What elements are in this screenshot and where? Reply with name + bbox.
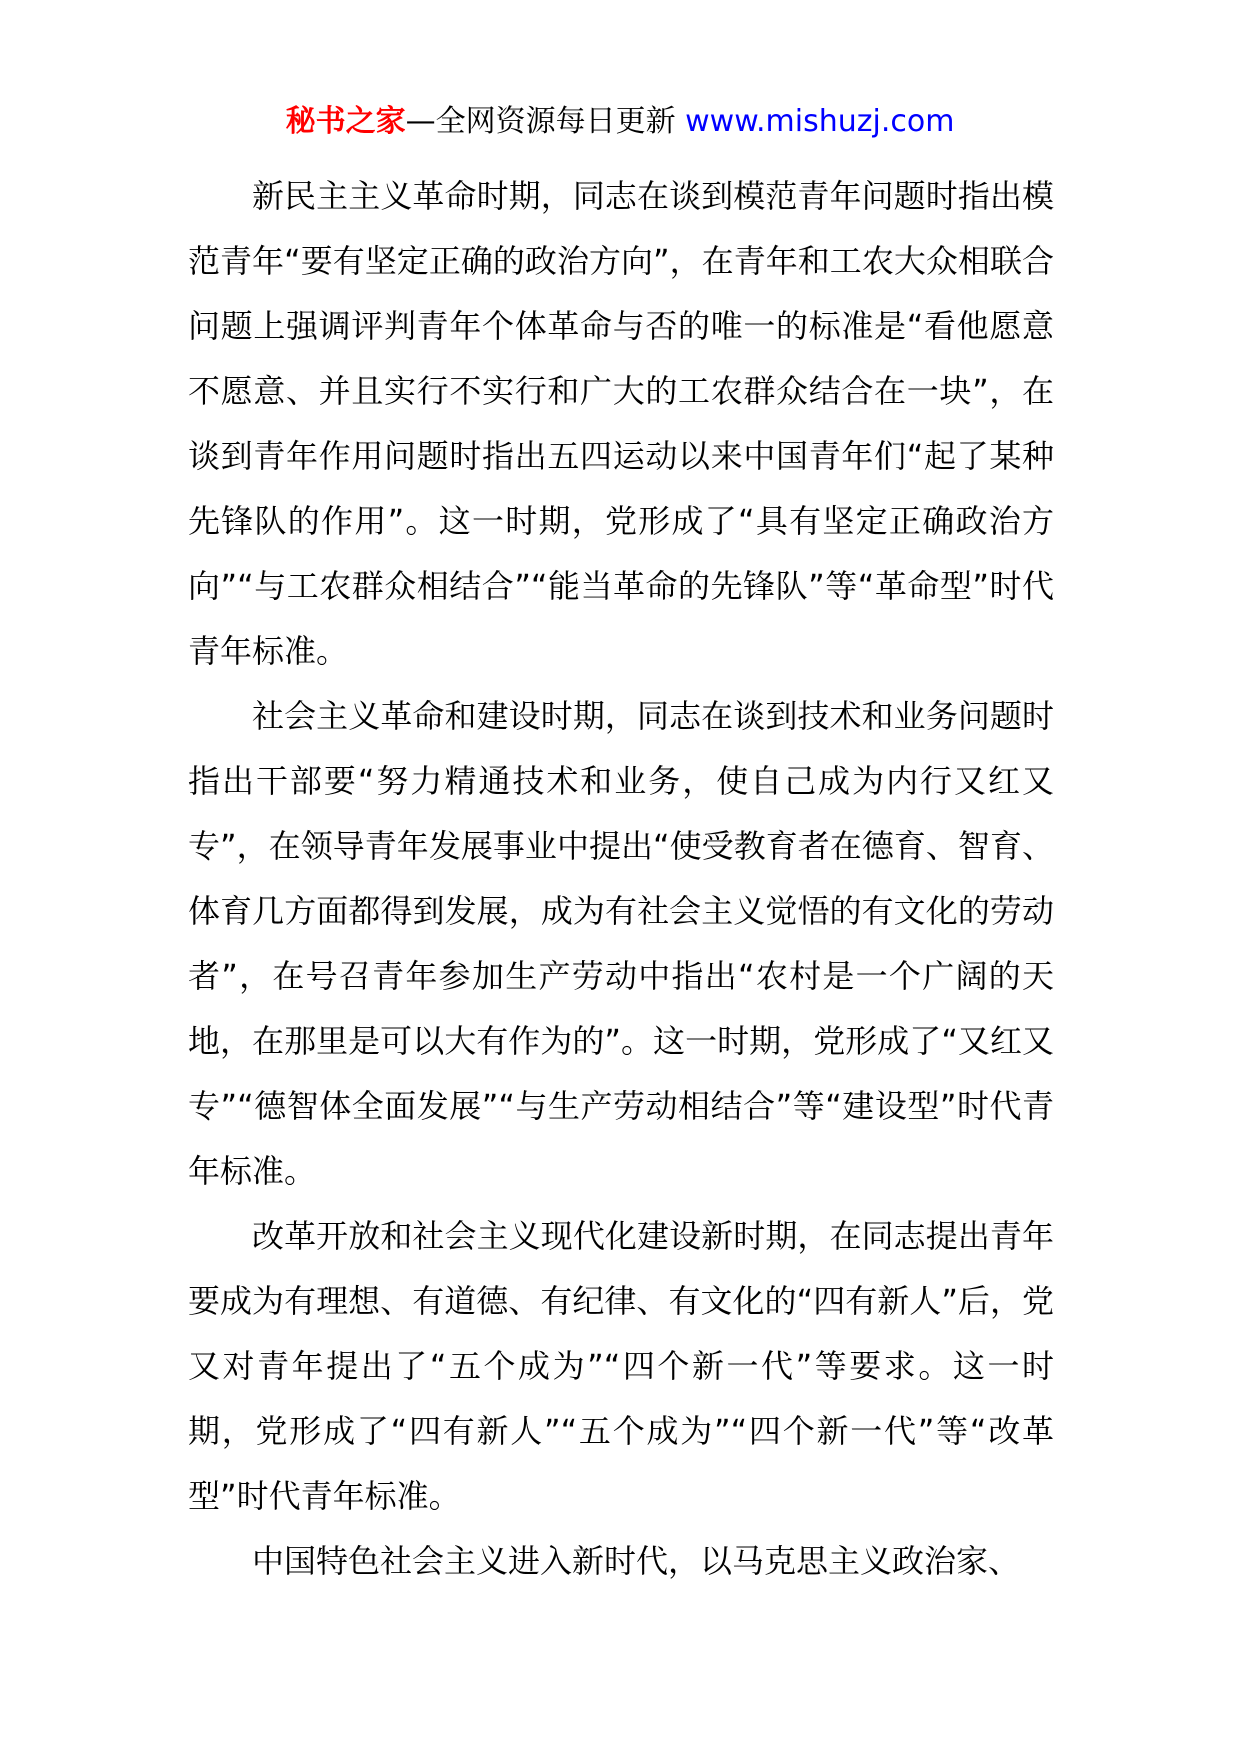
site-url-link[interactable]: www.mishuzj.com [685, 104, 955, 139]
paragraph-reform-era: 改革开放和社会主义现代化建设新时期，在同志提出青年要成为有理想、有道德、有纪律、有文化的“四有新人”后，党又对青年提出了“五个成为”“四个新一代”等要求。这一时期，党形成了“四有新人”“五个成为”“四个新一代”等“改革型”时代青年标准。 [188, 1217, 1054, 1515]
site-header [0, 102, 1240, 142]
paragraph-new-era: 中国特色社会主义进入新时代，以马克思主义政治家、 [252, 1542, 1021, 1580]
brand-name: 秘书之家 [285, 104, 406, 139]
paragraph-construction-era: 社会主义革命和建设时期，同志在谈到技术和业务问题时指出干部要“努力精通技术和业务，使自己成为内行又红又专”，在领导青年发展事业中提出“使受教育者在德育、智育、体育几方面都得到发展，成为有社会主义觉悟的有文化的劳动者”，在号召青年参加生产劳动中指出“农村是一个广阔的天地，在那里是可以大有作为的”。这一时期，党形成了“又红又专”“德智体全面发展”“与生产劳动相结合”等“建设型”时代青年标准。 [188, 697, 1054, 1190]
document-body [188, 164, 1054, 1594]
header-slogan: —全网资源每日更新 [405, 104, 686, 139]
paragraph-revolution-era: 新民主主义革命时期，同志在谈到模范青年问题时指出模范青年“要有坚定正确的政治方向”，在青年和工农大众相联合问题上强调评判青年个体革命与否的唯一的标准是“看他愿意不愿意、并且实行不实行和广大的工农群众结合在一块”，在谈到青年作用问题时指出五四运动以来中国青年们“起了某种先锋队的作用”。这一时期，党形成了“具有坚定正确政治方向”“与工农群众相结合”“能当革命的先锋队”等“革命型”时代青年标准。 [188, 177, 1054, 670]
